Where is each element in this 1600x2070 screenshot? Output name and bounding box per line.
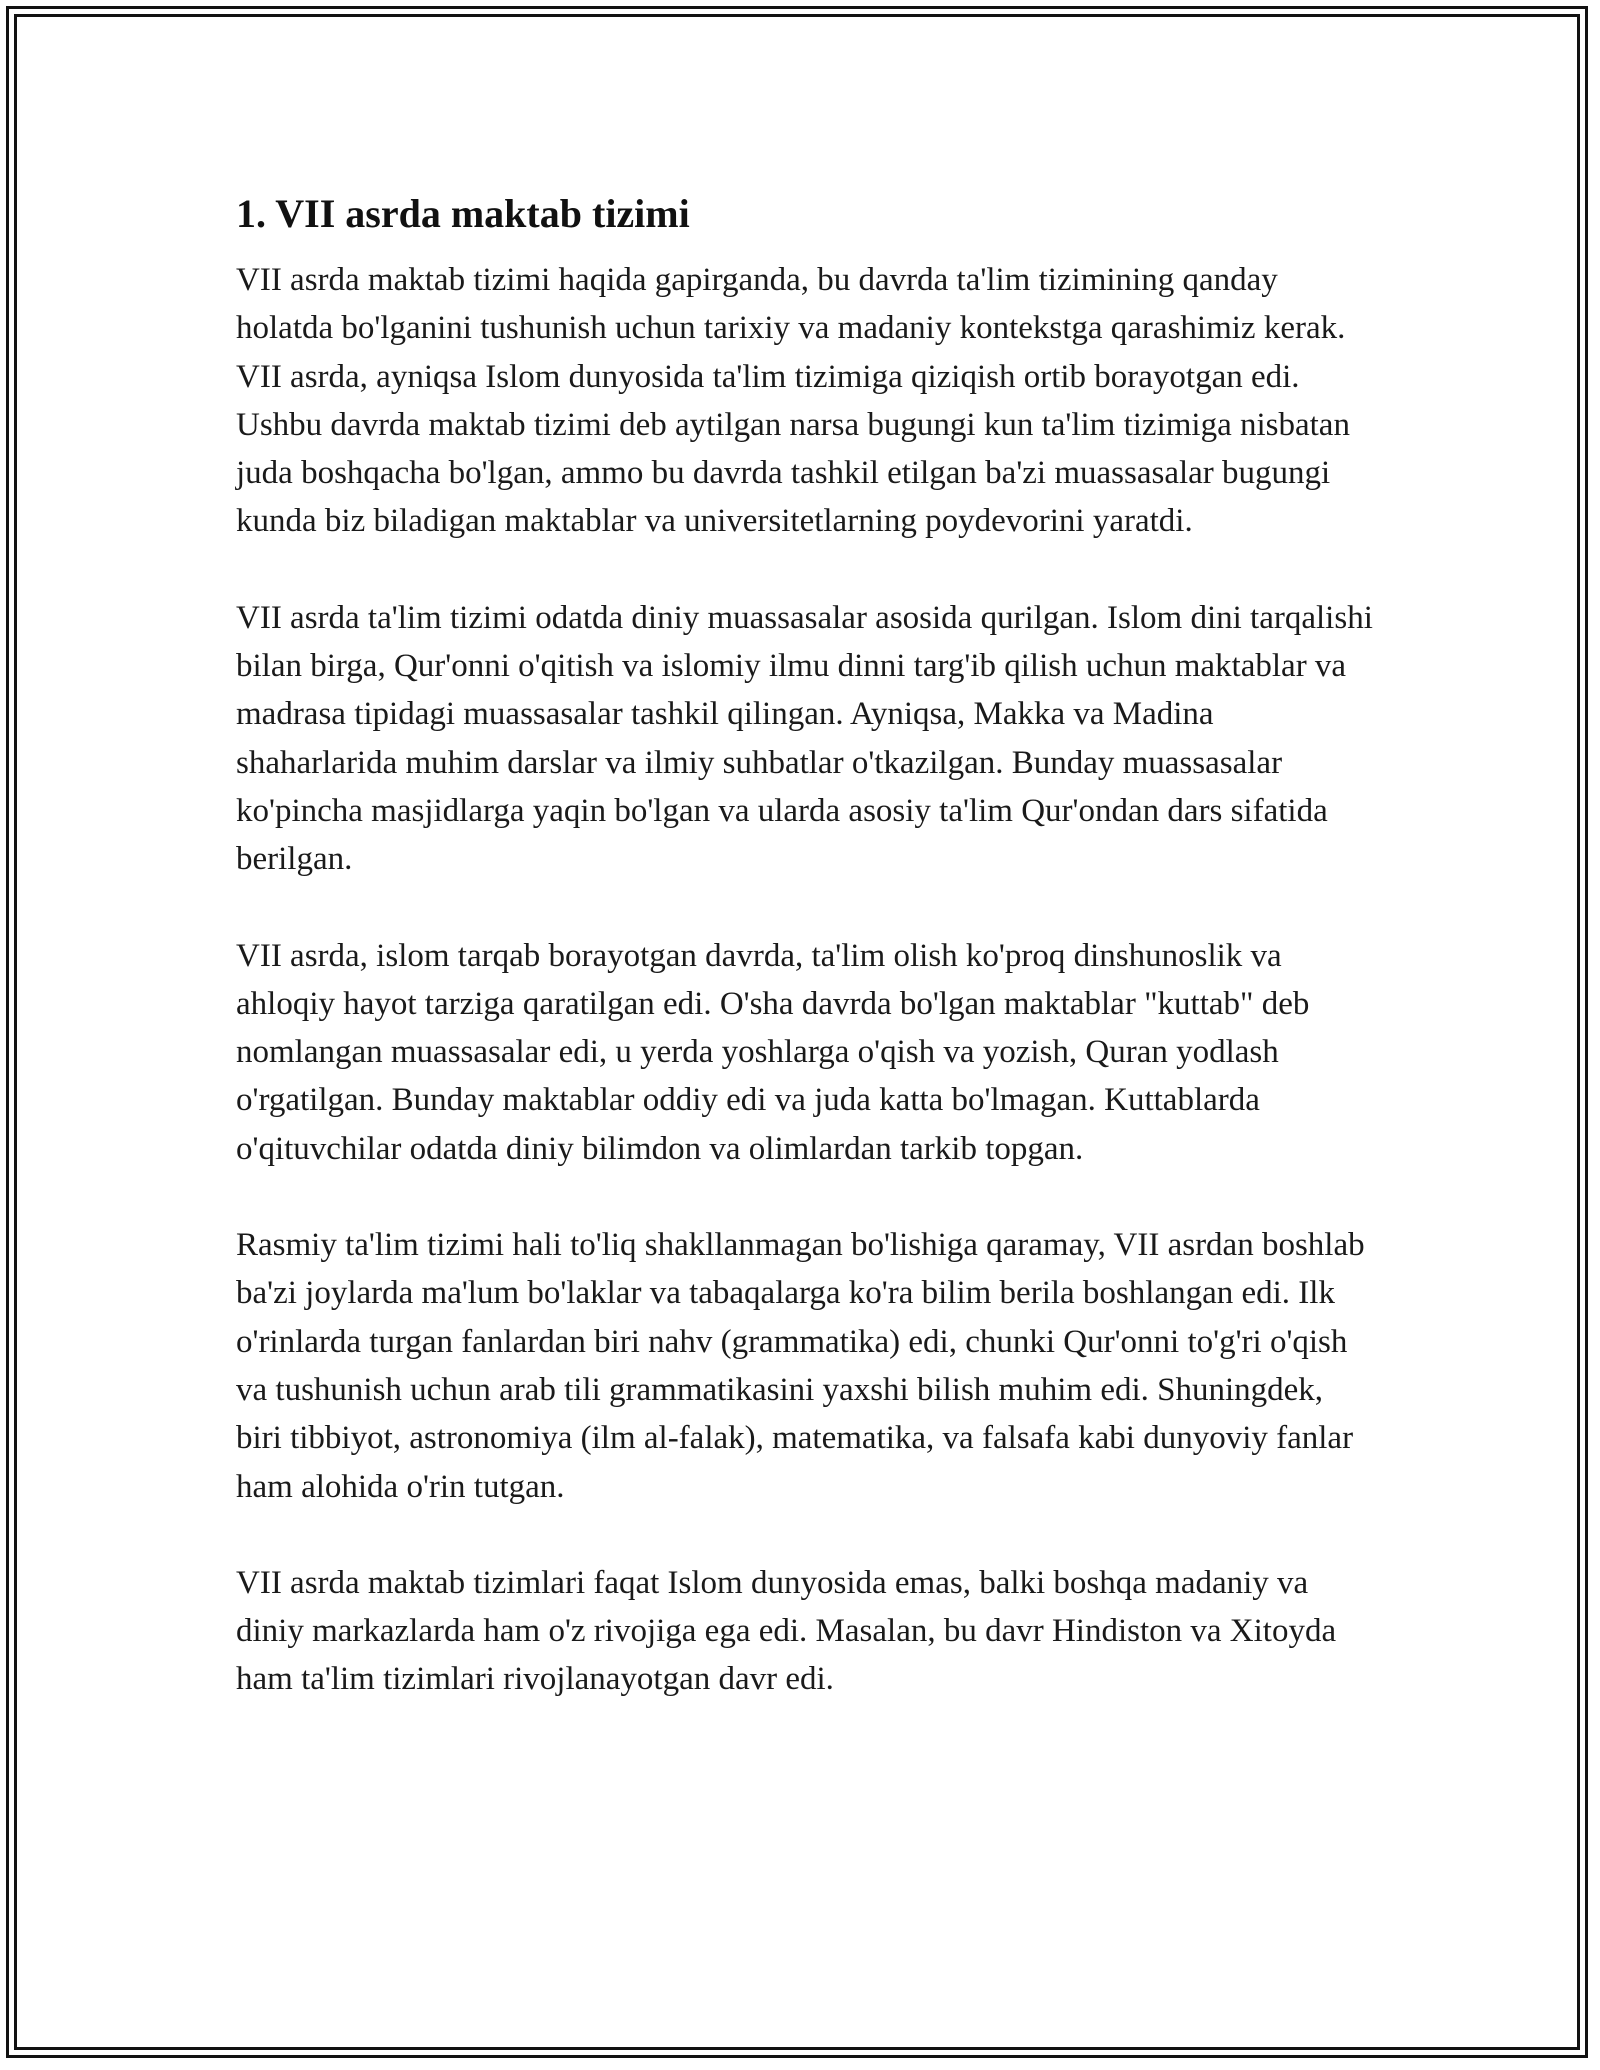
section-heading: 1. VII asrda maktab tizimi (236, 191, 690, 236)
paragraph-1: VII asrda maktab tizimi haqida gapirganda, bu davrda ta'lim tizimining qanday holatda bo'lganini tushunish uchun tarixiy va madaniy kontekstga qarashimiz kerak. VII asrda, ayniqsa Islom dunyosida ta'lim tizimiga qiziqish ortib borayotgan edi. Ushbu davrda maktab tizimi deb aytilgan narsa bugungi kun ta'lim tizimiga nisbatan juda boshqacha bo'lgan, ammo bu davrda tashkil etilgan ba'zi muassasalar bugungi kunda biz biladigan maktablar va universitetlarning poydevorini yaratdi. (236, 262, 1350, 540)
paragraph-3: VII asrda, islom tarqab borayotgan davrda, ta'lim olish ko'proq dinshunoslik va ahloqiy hayot tarziga qaratilgan edi. O'sha davrda bo'lgan maktablar "kuttab" deb nomlangan muassasalar edi, u yerda yoshlarga o'qish va yozish, Quran yodlash o'rgatilgan. Bunday maktablar oddiy edi va juda katta bo'lmagan. Kuttablarda o'qituvchilar odatda diniy bilimdon va olimlardan tarkib topgan. (236, 937, 1310, 1167)
paragraph-2: VII asrda ta'lim tizimi odatda diniy muassasalar asosida qurilgan. Islom dini tarqalishi bilan birga, Qur'onni o'qitish va islomiy ilmu dinni targ'ib qilish uchun maktablar va madrasa tipidagi muassasalar tashkil qilingan. Ayniqsa, Makka va Madina shaharlarida muhim darslar va ilmiy suhbatlar o'tkazilgan. Bunday muassasalar ko'pincha masjidlarga yaqin bo'lgan va ularda asosiy ta'lim Qur'ondan dars sifatida berilgan. (236, 599, 1373, 878)
document-body (236, 186, 1376, 1752)
paragraph-5: VII asrda maktab tizimlari faqat Islom dunyosida emas, balki boshqa madaniy va diniy markazlarda ham o'z rivojiga ega edi. Masalan, bu davr Hindiston va Xitoyda ham ta'lim tizimlari rivojlanayotgan davr edi. (236, 1564, 1337, 1698)
paragraph-4: Rasmiy ta'lim tizimi hali to'liq shakllanmagan bo'lishiga qaramay, VII asrdan boshlab ba'zi joylarda ma'lum bo'laklar va tabaqalarga ko'ra bilim berila boshlangan edi. Ilk o'rinlarda turgan fanlardan biri nahv (grammatika) edi, chunki Qur'onni to'g'ri o'qish va tushunish uchun arab tili grammatikasini yaxshi bilish muhim edi. Shuningdek, biri tibbiyot, astronomiya (ilm al-falak), matematika, va falsafa kabi dunyoviy fanlar ham alohida o'rin tutgan. (236, 1227, 1365, 1505)
